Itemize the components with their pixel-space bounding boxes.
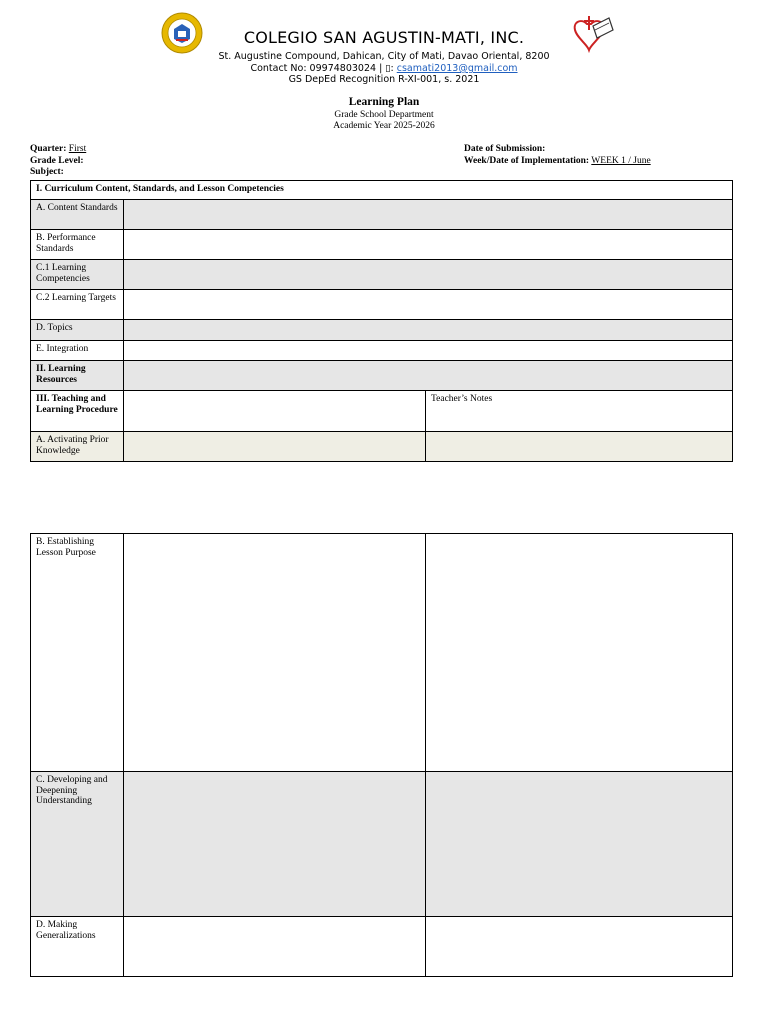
making-generalizations-label: D. Making Generalizations (31, 917, 124, 977)
developing-understanding-label: C. Developing and Deepening Understanding (31, 772, 124, 917)
quarter-label: Quarter: (30, 144, 67, 154)
developing-understanding-notes[interactable] (426, 772, 733, 917)
week-value: WEEK 1 / June (591, 155, 651, 166)
email-link[interactable]: csamati2013@gmail.com (396, 63, 518, 74)
activating-prior-field[interactable] (124, 432, 426, 462)
school-header (0, 8, 768, 88)
learning-competencies-field[interactable] (124, 260, 733, 290)
making-generalizations-notes[interactable] (426, 917, 733, 977)
integration-label: E. Integration (31, 341, 124, 361)
learning-resources-field[interactable] (124, 361, 733, 391)
performance-standards-field[interactable] (124, 230, 733, 260)
school-address: St. Augustine Compound, Dahican, City of Mati, Davao Oriental, 8200 (218, 51, 550, 62)
teaching-procedure-label: III. Teaching and Learning Procedure (31, 391, 124, 432)
activating-prior-notes[interactable] (426, 432, 733, 462)
learning-targets-label: C.2 Learning Targets (31, 290, 124, 320)
topics-field[interactable] (124, 320, 733, 341)
establishing-purpose-notes[interactable] (426, 534, 733, 772)
learning-plan-table-continued (30, 533, 733, 977)
week-line (464, 156, 651, 168)
quarter-value: First (68, 144, 87, 154)
activating-prior-label: A. Activating Prior Knowledge (31, 432, 124, 462)
subject-label: Subject: (30, 167, 64, 177)
grade-level-label: Grade Level: (30, 155, 84, 166)
meta-right (464, 144, 651, 167)
content-standards-label: A. Content Standards (31, 200, 124, 230)
academic-year: Academic Year 2025-2026 (333, 121, 435, 131)
learning-plan-table (30, 180, 733, 462)
section1-header: I. Curriculum Content, Standards, and Lesson Competencies (31, 181, 733, 200)
performance-standards-label: B. Performance Standards (31, 230, 124, 260)
school-contact (0, 63, 768, 74)
submission-line (464, 144, 651, 156)
quarter-line (30, 144, 86, 156)
establishing-purpose-label: B. Establishing Lesson Purpose (31, 534, 124, 772)
learning-competencies-label: C.1 Learning Competencies (31, 260, 124, 290)
department-name: Grade School Department (334, 110, 434, 120)
teachers-notes-header: Teacher’s Notes (426, 391, 733, 432)
content-standards-field[interactable] (124, 200, 733, 230)
teaching-procedure-field[interactable] (124, 391, 426, 432)
grade-level-line (30, 156, 86, 168)
integration-field[interactable] (124, 341, 733, 361)
deped-recognition: GS DepEd Recognition R-XI-001, s. 2021 (288, 74, 480, 85)
learning-resources-label: II. Learning Resources (31, 361, 124, 391)
document-title: Learning Plan (348, 96, 420, 108)
learning-targets-field[interactable] (124, 290, 733, 320)
meta-left (30, 144, 86, 179)
subject-line (30, 167, 86, 179)
submission-label: Date of Submission: (464, 144, 546, 154)
making-generalizations-field[interactable] (124, 917, 426, 977)
week-label: Week/Date of Implementation: (464, 155, 590, 166)
heart-book-logo (569, 10, 617, 58)
developing-understanding-field[interactable] (124, 772, 426, 917)
establishing-purpose-field[interactable] (124, 534, 426, 772)
school-name: COLEGIO SAN AGUSTIN-MATI, INC. (243, 28, 525, 47)
topics-label: D. Topics (31, 320, 124, 341)
contact-number: Contact No: 09974803024 | ▯: (250, 63, 397, 74)
